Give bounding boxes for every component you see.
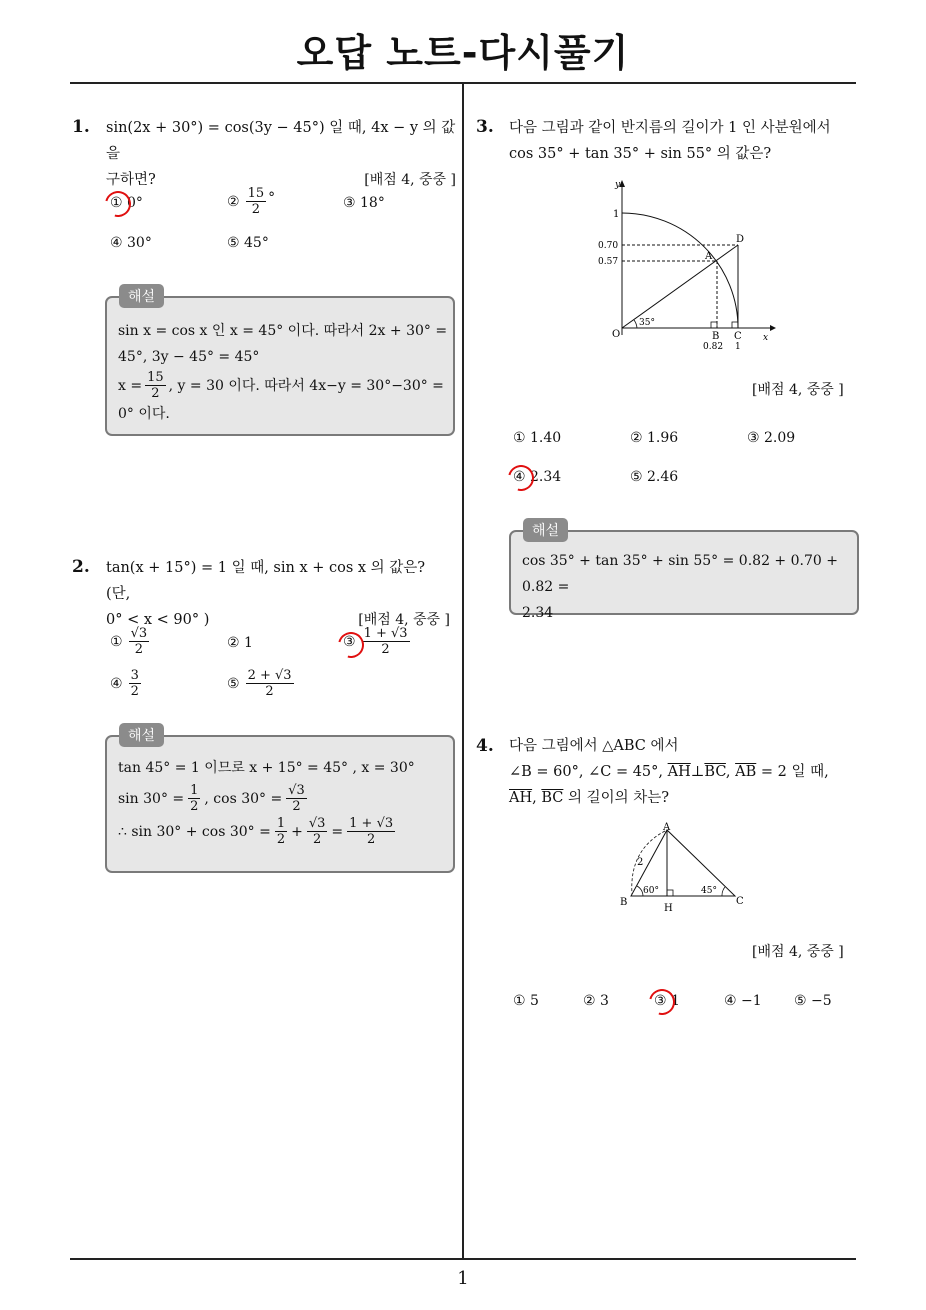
q2-sol-frac3 [275,816,287,847]
q2-c4-den: 2 [130,684,139,699]
q3-meta: [배점 4, 중중 ] [752,382,844,398]
q1-line2: 구하면? [106,172,156,188]
q1-meta: [배점 4, 중중 ] [364,172,456,188]
q3-angle-arc [634,320,637,328]
q4-choice-4[interactable]: ④ −1 [724,993,762,1009]
q4-comma2: , [532,790,537,806]
q4-right-angle-h [667,890,673,896]
q4-label-60: 60° [643,886,659,896]
q2-c3-mark: ③ [343,633,356,650]
q4-seg-ab: $\overline{AB}$ [735,764,757,780]
q1-sol-x: x = [118,377,143,394]
q3-text [509,115,854,167]
q4-label-A: A [663,822,671,833]
q4-choice-5[interactable]: ⑤ −5 [794,993,832,1009]
q4-meta: [배점 4, 중중 ] [752,944,844,960]
q3-label-A: A [705,251,713,262]
q1-c2-deg: ° [268,189,276,206]
q3-label-D: D [736,234,745,245]
q3-label-O: O [612,329,621,340]
q2-c5-den: 2 [265,684,274,699]
q1-choice-2-fraction [246,186,267,217]
q2-c1-mark: ① [110,633,123,650]
q4-label-B: B [620,897,628,908]
q3-choice-5[interactable]: ⑤ 2.46 [630,469,679,485]
q2-choice-5[interactable] [227,668,294,699]
q2-text [106,555,450,633]
q2-c4-fraction [129,668,141,699]
q4-perp: ⊥ [690,764,705,780]
q1-sol-line1: sin x = cos x 인 x = 45° 이다. 따라서 2x + 30° = [118,323,448,339]
q4-seg-ah2: $\overline{AH}$ [509,790,533,806]
q2-sol-frac2 [286,783,307,814]
q4-label-45: 45° [701,886,717,896]
q1-line1: sin(2x + 30°) = cos(3y − 45°) 일 때, 4x − y 의 값을 [106,120,456,162]
q4-choice-2[interactable]: ② 3 [583,993,609,1009]
q3-solution-tag: 해설 [523,518,568,542]
q3-right-angle-c [732,322,738,328]
q1-sol-line2: 45°, 3y − 45° = 45° [118,349,260,365]
q2-sol-n1: 1 [190,783,199,798]
q3-label-x: x [763,333,769,343]
q2-choice-2[interactable]: ② 1 [227,635,253,651]
q2-sol3-eq: = [331,823,344,840]
q2-choice-4[interactable] [110,668,141,699]
q1-choice-3[interactable]: ③ 18° [343,195,385,211]
q2-sol-n2: √3 [288,783,305,798]
q4-seg-ah: $\overline{AH}$ [667,764,691,780]
q2-choice-1[interactable] [110,626,149,657]
q2-c3-den: 2 [381,642,390,657]
q2-sol3-plus: + [291,823,303,840]
q2-sol-line1: tan 45° = 1 이므로 x + 15° = 45° , x = 30° [118,760,415,776]
page-number: 1 [457,1268,469,1289]
q2-solution-box [105,735,455,873]
q3-line2: cos 35° + tan 35° + sin 55° 의 값은? [509,146,772,162]
q4-triangle-figure [615,820,750,915]
q2-c5-mark: ⑤ [227,675,240,692]
q1-c2-num: 15 [247,186,265,201]
q1-choice-1[interactable]: ① 0° [110,195,143,211]
q4-line3b: 의 길이의 차는? [567,790,670,806]
q4-seg-bc2: $\overline{BC}$ [541,790,564,806]
page-title: 오답 노트-다시풀기 [296,31,630,75]
q1-number: 1. [72,117,90,137]
q2-sol-d1: 2 [190,799,199,814]
q4-comma: , [725,764,731,780]
q2-meta: [배점 4, 중중 ] [358,612,450,628]
q4-line2a: ∠B = 60°, ∠C = 45°, [509,764,664,780]
q2-c1-fraction [129,626,150,657]
q2-sol-frac1 [188,783,200,814]
q2-line2: 0° < x < 90° ) [106,612,210,628]
q2-sol-cos: , cos 30° = [204,790,283,807]
q2-number: 2. [72,557,90,577]
q3-label-1: 1 [613,209,620,220]
q2-c1-num: √3 [130,626,148,641]
q3-ray-od [622,245,738,328]
q3-choice-1[interactable]: ① 1.40 [513,430,562,446]
q2-c1-den: 2 [134,642,143,657]
q1-choice-2-mark: ② [227,193,240,210]
q1-choice-5[interactable]: ⑤ 45° [227,235,269,251]
q2-sol3-n1: 1 [276,816,286,831]
q1-sol-fraction [145,370,166,401]
q4-label-H: H [664,903,673,914]
q1-c2-den: 2 [251,202,260,217]
q3-x-arrow [770,325,776,331]
q3-label-C: C [734,331,742,342]
q2-sol-therefore: ∴ sin 30° + cos 30° = [118,823,271,840]
q3-label-082: 0.82 [703,342,724,352]
q3-label-B: B [712,331,720,342]
q3-number: 3. [476,117,494,137]
q4-text [509,733,854,811]
q1-text [106,115,456,193]
q2-line1: tan(x + 15°) = 1 일 때, sin x + cos x 의 값은? (단, [106,560,426,602]
q3-label-070: 0.70 [598,241,619,251]
q2-c4-mark: ④ [110,675,123,692]
q4-number: 4. [476,736,494,756]
q2-sol-sin: sin 30° = [118,790,185,807]
q2-c4-num: 3 [130,668,139,683]
q1-sol-num: 15 [147,370,164,385]
q1-choice-4[interactable]: ④ 30° [110,235,152,251]
q3-solution-box [509,530,859,621]
q2-sol-frac5 [347,816,395,847]
q2-c3-fraction [362,626,410,657]
q2-c5-fraction [246,668,294,699]
q3-choice-4[interactable]: ④ 2.34 [513,469,562,485]
q2-c5-num: 2 + √3 [247,668,292,683]
q2-sol3-d2: 2 [313,832,322,847]
q3-answer-mark [503,460,539,496]
q3-choice-3[interactable]: ③ 2.09 [747,430,796,446]
q4-line2b: = 2 일 때, [760,764,829,780]
q4-angle-c-arc [722,887,725,896]
q4-label-2: 2 [637,857,644,868]
q3-label-35: 35° [639,318,655,328]
q3-right-angle-b [711,322,717,328]
q4-line1: 다음 그림에서 △ABC 에서 [509,738,679,754]
q3-label-x1: 1 [735,342,741,352]
q1-sol-den: 2 [151,386,160,401]
q2-sol3-d1: 2 [276,832,286,847]
q3-line1: 다음 그림과 같이 반지름의 길이가 1 인 사분원에서 [509,120,831,136]
q1-solution-tag: 해설 [119,284,164,308]
q2-sol-d2: 2 [292,799,301,814]
bottom-rule [70,1258,856,1260]
q2-solution-tag: 해설 [119,723,164,747]
q2-c3-num: 1 + √3 [363,626,408,641]
q1-sol-line3: , y = 30 이다. 따라서 4x−y = 30°−30° = [168,377,444,394]
q3-choice-2[interactable]: ② 1.96 [630,430,679,446]
q2-sol3-n2: √3 [308,816,326,831]
q4-label-C: C [736,896,744,907]
q3-label-057: 0.57 [598,257,619,267]
q3-label-y: y [615,180,621,190]
q1-choice-2[interactable] [227,186,275,217]
q4-choice-1[interactable]: ① 5 [513,993,539,1009]
q4-answer-mark [644,984,680,1020]
q1-solution-box [105,296,455,436]
q4-choice-3[interactable]: ③ 1 [654,993,680,1009]
q2-sol3-d3: 2 [367,832,376,847]
q3-sol-line1: cos 35° + tan 35° + sin 55° = 0.82 + 0.70 + 0.82 = [522,553,838,595]
column-divider [462,84,464,1260]
q2-sol3-n3: 1 + √3 [349,816,394,831]
q3-quadrant-figure [595,175,780,355]
q3-sol-line2: 2.34 [522,605,554,621]
q3-arc [622,213,738,328]
q4-seg-bc: $\overline{BC}$ [704,764,726,780]
q2-sol-frac4 [307,816,328,847]
q1-sol-line4: 0° 이다. [118,406,170,422]
